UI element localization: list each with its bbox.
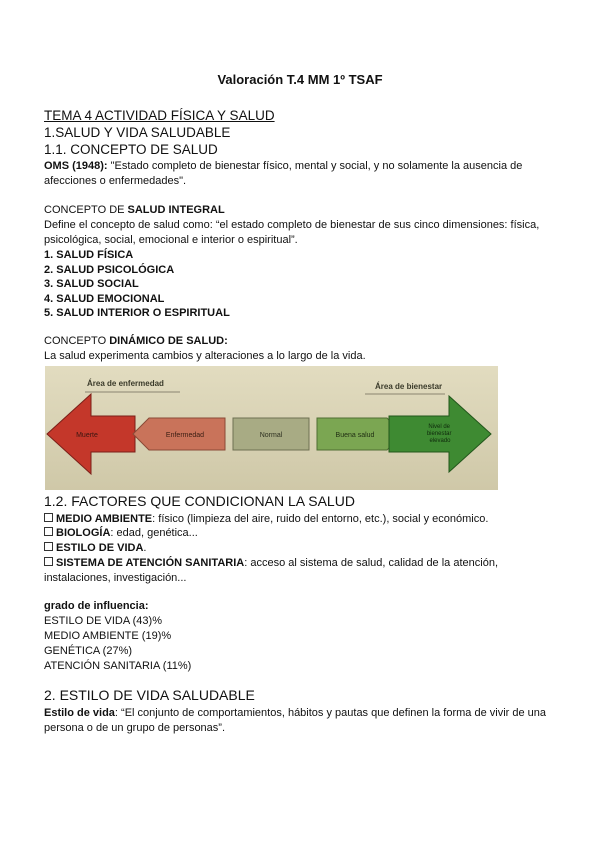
factor-text: : físico (limpieza del aire, ruido del entorno, etc.), social y económico. [152,513,489,525]
label-nivel-line-2: bienestar [426,431,452,437]
area-enfermedad-label: Área de enfermedad [87,379,164,388]
factor-item [44,526,198,541]
factor-label: SISTEMA DE ATENCIÓN SANITARIA [56,557,245,569]
dimension-item: 5. SALUD INTERIOR O ESPIRITUAL [44,307,230,319]
factor-item [44,556,498,571]
factor-label: ESTILO DE VIDA [56,542,144,554]
checkbox-icon [44,513,53,522]
factor-text: . [143,542,147,554]
oms-definition [44,159,522,174]
oms-label: OMS (1948): [44,160,108,172]
dinamico-bold: DINÁMICO DE SALUD: [109,335,228,347]
factor-label: BIOLOGÍA [56,527,111,539]
estilo-label: Estilo de vida [44,707,115,719]
factor-item [44,512,488,527]
oms-definition-cont: afecciones o enfermedades". [44,175,187,187]
dinamico-heading [44,334,228,349]
section-2-heading: 2. ESTILO DE VIDA SALUDABLE [44,687,255,703]
label-nivel-line-3: elevado [429,438,451,444]
factor-text: : edad, genética... [110,527,198,539]
label-enfermedad: Enfermedad [165,432,205,439]
dimension-item: 2. SALUD PSICOLÓGICA [44,263,175,276]
section-1-2-heading: 1.2. FACTORES QUE CONDICIONAN LA SALUD [44,493,355,509]
dinamico-prefix: CONCEPTO [44,335,110,347]
label-nivel-bienestar [427,424,453,444]
factor-text: : acceso al sistema de salud, calidad de la atención, [244,557,498,569]
label-buena-salud: Buena salud [335,432,375,439]
dimension-item: 3. SALUD SOCIAL [44,278,139,290]
integral-bold: SALUD INTEGRAL [127,204,225,216]
grado-item: MEDIO AMBIENTE (19)% [44,630,172,642]
dimension-item: 1. SALUD FÍSICA [44,249,134,261]
checkbox-icon [44,557,53,566]
integral-heading [44,203,225,218]
factor-item [44,541,146,556]
estilo-definition-cont: persona o de un grupo de personas”. [44,722,226,734]
section-1-1-heading: 1.1. CONCEPTO DE SALUD [44,142,218,157]
integral-text-cont: psicológica, social, emocional e interior o espiritual”. [44,234,298,246]
grado-item: GENÉTICA (27%) [44,645,133,657]
dimension-item: 4. SALUD EMOCIONAL [44,292,165,305]
label-muerte: Muerte [76,432,98,439]
tema-heading: TEMA 4 ACTIVIDAD FÍSICA Y SALUD [44,108,275,123]
checkbox-icon [44,542,53,551]
grado-label: grado de influencia: [44,600,149,612]
area-bienestar-label: Área de bienestar [375,382,443,391]
integral-text: Define el concepto de salud como: “el estado completo de bienestar de sus cinco dimensiones: física, [44,219,540,231]
integral-prefix: CONCEPTO DE [44,204,128,216]
document-title: Valoración T.4 MM 1º TSAF [217,72,383,87]
factor-item-cont: instalaciones, investigación... [44,572,187,584]
health-continuum-figure [45,366,498,490]
label-nivel-line-1: Nivel de [428,424,451,430]
label-normal: Normal [259,432,283,439]
checkbox-icon [44,527,53,536]
oms-text: "Estado completo de bienestar físico, mental y social, y no solamente la ausencia de [107,160,523,172]
factor-label: MEDIO AMBIENTE [56,513,153,525]
grado-item: ATENCIÓN SANITARIA (11%) [44,660,192,672]
estilo-text: : “El conjunto de comportamientos, hábitos y pautas que definen la forma de vivir de una [114,707,547,719]
grado-item: ESTILO DE VIDA (43)% [44,615,162,627]
estilo-definition [44,706,546,721]
section-1-heading: 1.SALUD Y VIDA SALUDABLE [44,125,231,140]
dinamico-text: La salud experimenta cambios y alteraciones a lo largo de la vida. [44,350,366,362]
